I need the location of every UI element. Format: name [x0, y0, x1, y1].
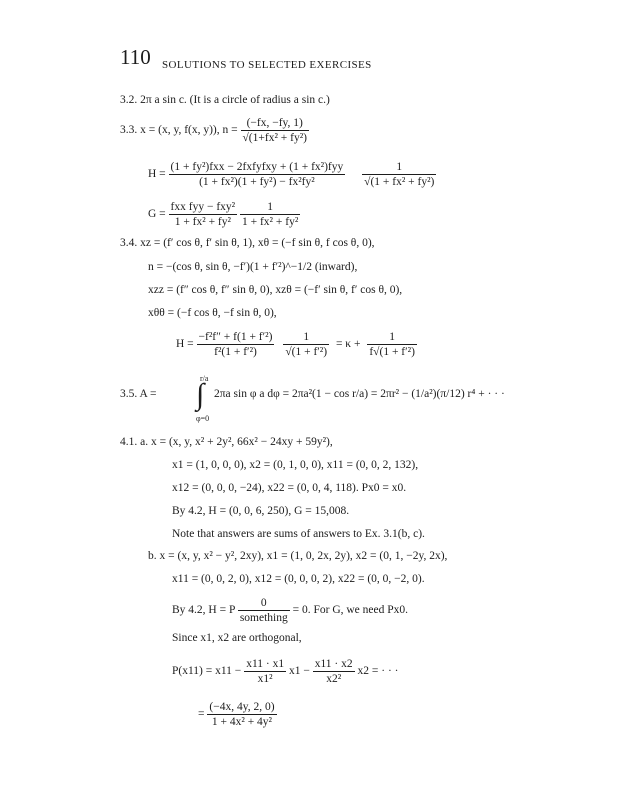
fraction-denominator: 1 + fx² + fy²: [169, 214, 238, 229]
exercise-4-1-a: 4.1. a. x = (x, y, x² + 2y², 66x² − 24xy + 59y²),: [120, 436, 333, 448]
fraction-denominator: something: [239, 612, 288, 624]
equation-lead: P(x11) = x11 −: [172, 665, 242, 678]
fraction-numerator: (−fx, −fy, 1): [246, 117, 303, 129]
equation-lead: =: [198, 708, 205, 721]
fraction-denominator: 1 + fx² + fy²: [241, 216, 299, 228]
exercise-4-1-a-derivatives: x1 = (1, 0, 0, 0), x2 = (0, 1, 0, 0), x11 = (0, 0, 2, 132),: [172, 459, 419, 471]
fraction-numerator: 1: [303, 331, 310, 343]
projection-fraction-1: [244, 657, 286, 686]
fraction-denominator: (1 + fx²)(1 + fy²) − fx²fy²: [169, 174, 346, 189]
fraction-numerator: 1: [267, 201, 273, 213]
projection-result-fraction: [207, 700, 276, 729]
equation-label: G =: [148, 208, 166, 221]
exercise-4-1-a-second-derivatives: x12 = (0, 0, 0, −24), x22 = (0, 0, 4, 118). Px0 = x0.: [172, 482, 407, 494]
h34-scale-fraction: [283, 330, 329, 359]
fraction-numerator: x11 · x1: [246, 658, 285, 670]
exercise-4-1-b-orthogonal: Since x1, x2 are orthogonal,: [172, 632, 302, 644]
fraction-denominator: √(1+fx² + fy²): [242, 132, 307, 144]
fraction-denominator: 1 + 4x² + 4y²: [207, 714, 276, 729]
integral-lower-limit: φ=0: [196, 414, 210, 423]
exercise-3-2: 3.2. 2π a sin c. (It is a circle of radius a sin c.): [120, 94, 330, 106]
exercise-3-5-body: 2πa sin φ a dφ = 2πa²(1 − cos r/a) = 2πr² − (1/a²)(π/12) r⁴ + · · ·: [214, 388, 505, 400]
exercise-3-4-theta-theta: xθθ = (−f cos θ, −f sin θ, 0),: [148, 307, 277, 319]
h-scale-fraction: [362, 160, 436, 189]
exercise-4-1-b-mean-curvature: [172, 596, 408, 625]
projection-fraction-2: [313, 657, 355, 686]
fraction-numerator: 1: [396, 161, 403, 173]
h34-kappa-fraction: [367, 330, 417, 359]
g-fraction: [169, 200, 238, 229]
mean-curvature-3-4: [176, 330, 417, 359]
projection-result: [198, 700, 277, 729]
fraction-denominator: x2²: [313, 671, 355, 686]
equation-label: H =: [176, 338, 194, 351]
fraction-numerator: x11 · x2: [314, 658, 353, 670]
page-number: 110: [120, 45, 151, 69]
h34-fraction: [197, 330, 275, 359]
exercise-3-4-second-derivatives: xzz = (f″ cos θ, f″ sin θ, 0), xzθ = (−f′ sin θ, f′ cos θ, 0),: [148, 284, 403, 296]
exercise-3-5-label: 3.5. A =: [120, 388, 157, 400]
fraction-denominator: f²(1 + f′²): [197, 344, 275, 359]
fraction-denominator: f√(1 + f′²): [369, 346, 415, 358]
running-head: SOLUTIONS TO SELECTED EXERCISES: [162, 59, 372, 71]
equation-tail: x2 = · · ·: [357, 665, 399, 678]
exercise-4-1-a-note: Note that answers are sums of answers to Ex. 3.1(b, c).: [172, 528, 425, 540]
projection-equation: [172, 657, 398, 686]
fraction-numerator: (−4x, 4y, 2, 0): [209, 701, 275, 713]
fraction-numerator: fxx fyy − fxy²: [170, 201, 236, 213]
fraction-denominator: √(1 + fx² + fy²): [364, 176, 435, 188]
fraction-numerator: −f²f″ + f(1 + f′²): [198, 331, 273, 343]
h-projection-fraction: [238, 596, 290, 625]
exercise-3-3-position: [120, 116, 309, 145]
h-fraction: [169, 160, 346, 189]
fraction-denominator: √(1 + f′²): [285, 346, 328, 358]
integral-sign: ∫: [196, 378, 205, 411]
kappa-term: = κ +: [335, 338, 361, 351]
equation-tail: = 0. For G, we need Px0.: [292, 604, 409, 617]
mean-curvature-3-3: [148, 160, 436, 189]
equation-middle: x1 −: [288, 665, 310, 678]
fraction-denominator: x1²: [244, 671, 286, 686]
exercise-4-1-b: b. x = (x, y, x² − y², 2xy), x1 = (1, 0, 2x, 2y), x2 = (0, 1, −2y, 2x),: [148, 550, 448, 562]
fraction-numerator: (1 + fy²)fxx − 2fxfyfxy + (1 + fx²)fyy: [170, 161, 344, 173]
exercise-4-1-a-result: By 4.2, H = (0, 0, 6, 250), G = 15,008.: [172, 505, 350, 517]
normal-fraction: [241, 116, 310, 145]
integral-upper-limit: r/a: [200, 374, 209, 383]
equation-label: H =: [148, 168, 166, 181]
exercise-3-4-derivatives: 3.4. xz = (f′ cos θ, f′ sin θ, 1), xθ = (−f sin θ, f cos θ, 0),: [120, 237, 375, 249]
exercise-3-4-normal: n = −(cos θ, sin θ, −f′)(1 + f′²)^−1/2 (inward),: [148, 261, 358, 273]
exercise-4-1-b-second-derivatives: x11 = (0, 0, 2, 0), x12 = (0, 0, 0, 2), x22 = (0, 0, −2, 0).: [172, 573, 425, 585]
exercise-3-3-lead: 3.3. x = (x, y, f(x, y)), n =: [120, 124, 238, 137]
gauss-curvature-3-3: [148, 200, 300, 229]
fraction-numerator: 0: [260, 597, 267, 609]
g-scale-fraction: [240, 200, 300, 229]
equation-lead: By 4.2, H = P: [172, 604, 235, 617]
fraction-numerator: 1: [389, 331, 396, 343]
